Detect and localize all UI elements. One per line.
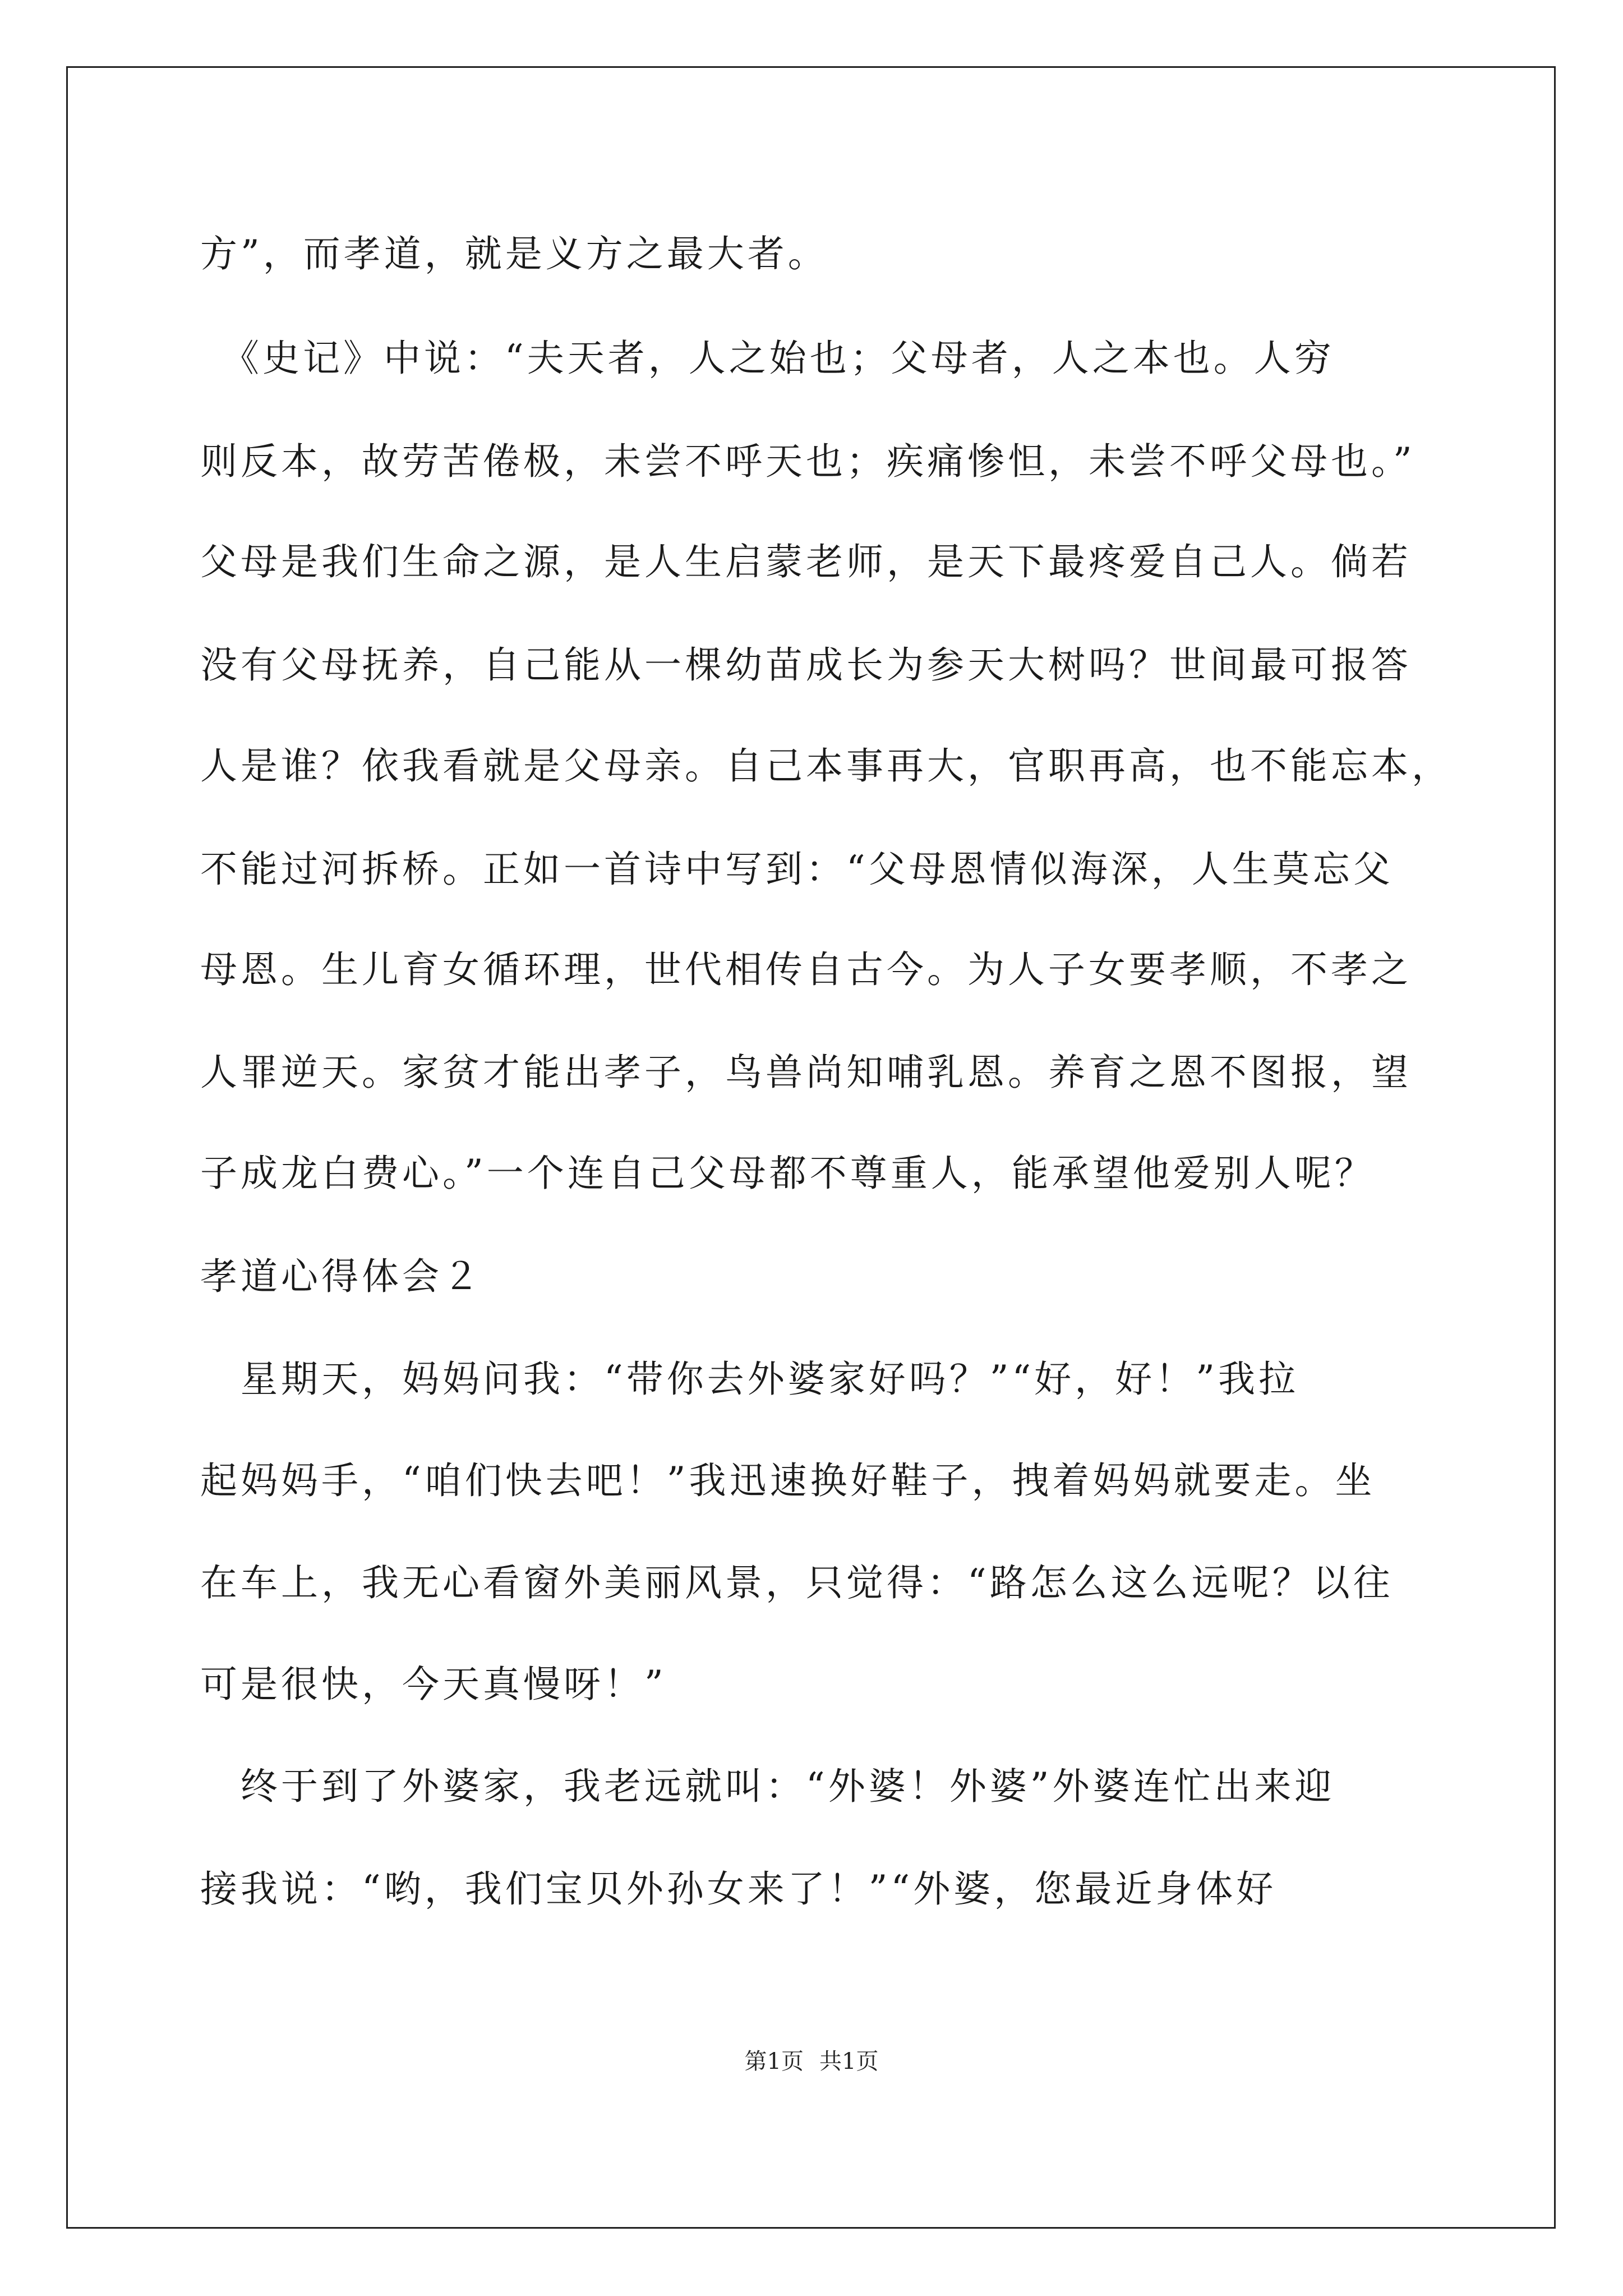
text-line: 没有父母抚养，自己能从一棵幼苗成长为参天大树吗？世间最可报答 bbox=[200, 643, 1412, 687]
text-line: 则反本，故劳苦倦极，未尝不呼天也；疾痛惨怛，未尝不呼父母也。” bbox=[200, 440, 1415, 483]
text-line: 星期天，妈妈问我：“带你去外婆家好吗？”“好，好！”我拉 bbox=[200, 1358, 1299, 1401]
page-number: 第1页 bbox=[744, 2049, 804, 2074]
text-line: 起妈妈手，“咱们快去吧！”我迅速换好鞋子，拽着妈妈就要走。坐 bbox=[200, 1459, 1376, 1502]
text-line: 接我说：“哟，我们宝贝外孙女来了！”“外婆，您最近身体好 bbox=[200, 1867, 1277, 1911]
text-line: 方”，而孝道，就是义方之最大者。 bbox=[200, 232, 828, 275]
text-line: 不能过河拆桥。正如一首诗中写到：“父母恩情似海深，人生莫忘父 bbox=[200, 848, 1394, 891]
page-footer bbox=[0, 2047, 1623, 2076]
text-line: 母恩。生儿育女循环理，世代相传自古今。为人子女要孝顺，不孝之 bbox=[200, 948, 1412, 991]
text-line: 人罪逆天。家贫才能出孝子，鸟兽尚知哺乳恩。养育之恩不图报，望 bbox=[200, 1051, 1412, 1094]
section-heading: 孝道心得体会２ bbox=[200, 1255, 483, 1298]
text-line: 子成龙白费心。”一个连自己父母都不尊重人，能承望他爱别人呢？ bbox=[200, 1152, 1375, 1195]
text-line: 《史记》中说：“夫天者，人之始也；父母者，人之本也。人穷 bbox=[200, 337, 1335, 380]
page-total: 共1页 bbox=[819, 2049, 879, 2074]
text-line: 终于到了外婆家，我老远就叫：“外婆！外婆”外婆连忙出来迎 bbox=[200, 1765, 1335, 1808]
text-line: 人是谁？依我看就是父母亲。自己本事再大，官职再高，也不能忘本， bbox=[200, 744, 1452, 788]
text-line: 在车上，我无心看窗外美丽风景，只觉得：“路怎么这么远呢？以往 bbox=[200, 1561, 1394, 1604]
text-line: 可是很快，今天真慢呀！” bbox=[200, 1663, 667, 1706]
text-line: 父母是我们生命之源，是人生启蒙老师，是天下最疼爱自己人。倘若 bbox=[200, 540, 1412, 583]
